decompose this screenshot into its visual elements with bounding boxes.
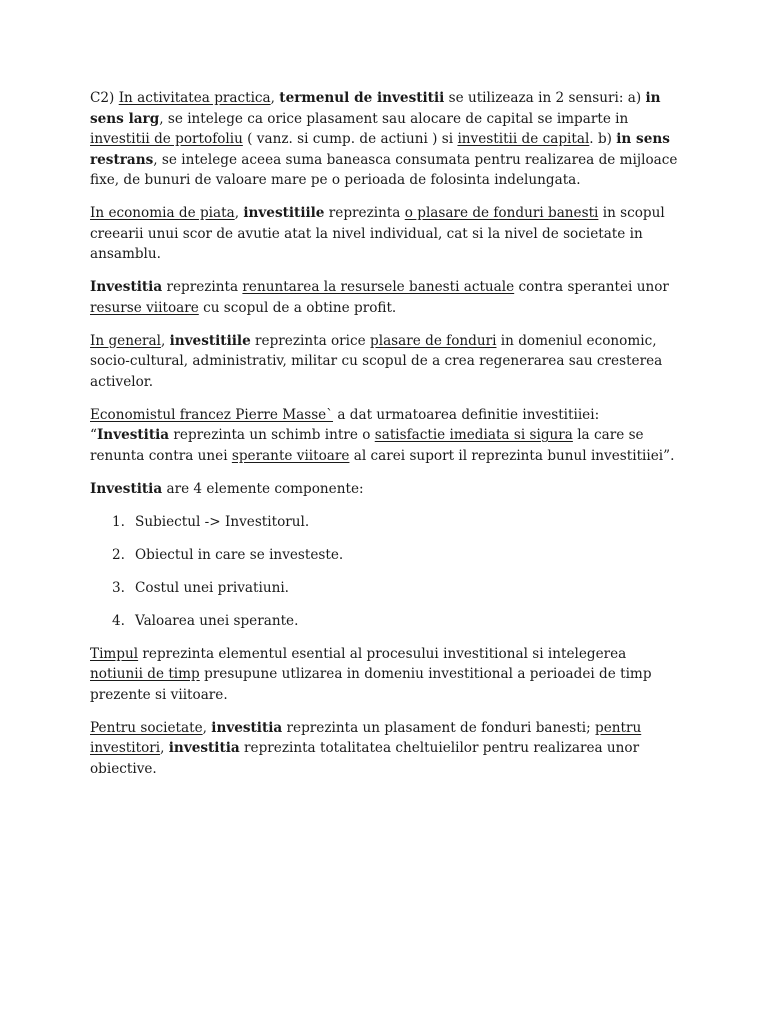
paragraph-in-general: In general, investitiile reprezinta orice plasare de fonduri in domeniul economic, socio-cultural, administrativ, militar cu scopul de a crea regenerarea sau cresterea activelor. [90,332,663,390]
list-item: 3. Costul unei privatiuni. [112,579,289,596]
list-item: 1. Subiectul -> Investitorul. [112,513,310,530]
paragraph-c2-definition: C2) In activitatea practica, termenul de investitii se utilizeaza in 2 sensuri: a) in sens larg, se intelege ca orice plasament sau alocare de capital se imparte in investitii de portofoliu ( vanz. si cump. de actiuni ) si investitii de capital. b) in sens restrans, se intelege aceea suma baneasca consumata pentru realizarea de mijloace fixe, de bunuri de valoare mare pe o perioada de folosinta indelungata. [90,90,678,188]
term-termenul-de-investitii: termenul de investitii [279,90,445,106]
term-investitii-capital: investitii de capital [457,131,590,147]
list-item: 2. Obiectul in care se investeste. [112,546,344,563]
term-activitatea-practica: In activitatea practica [118,90,271,106]
paragraph-economia-de-piata: In economia de piata, investitiile reprezinta o plasare de fonduri banesti in scopul creearii unui scor de avutie atat la nivel individual, cat si la nivel de societate in ansamblu. [90,205,665,262]
term-investitii-portofoliu: investitii de portofoliu [90,131,243,147]
paragraph-elemente-componente: Investitia are 4 elemente componente: [90,480,364,497]
list-item: 4. Valoarea unei sperante. [112,612,299,629]
paragraph-pentru-societate: Pentru societate, investitia reprezinta un plasament de fonduri banesti; pentru investitori, investitia reprezinta totalitatea cheltuielilor pentru realizarea unor obiective. [90,719,642,777]
term-sens-larg: in sens larg [90,90,661,127]
paragraph-investitia-renuntare: Investitia reprezinta renuntarea la resursele banesti actuale contra sperantei unor resurse viitoare cu scopul de a obtine profit. [90,279,669,316]
term-sens-restrans: in sens restrans [90,131,670,168]
numbered-list [90,512,680,632]
paragraph-timpul: Timpul reprezinta elementul esential al procesului investitional si intelegerea notiunii de timp presupune utlizarea in domeniu investitional a perioadei de timp prezente si viitoare. [90,645,652,703]
paragraph-pierre-masse: Economistul francez Pierre Masse` a dat urmatoarea definitie investitiiei: “Investitia reprezinta un schimb intre o satisfactie imediata si sigura la care se renunta contra unei sperante viitoare al carei suport il reprezinta bunul investitiiei”. [90,406,675,464]
document-page [90,88,680,792]
